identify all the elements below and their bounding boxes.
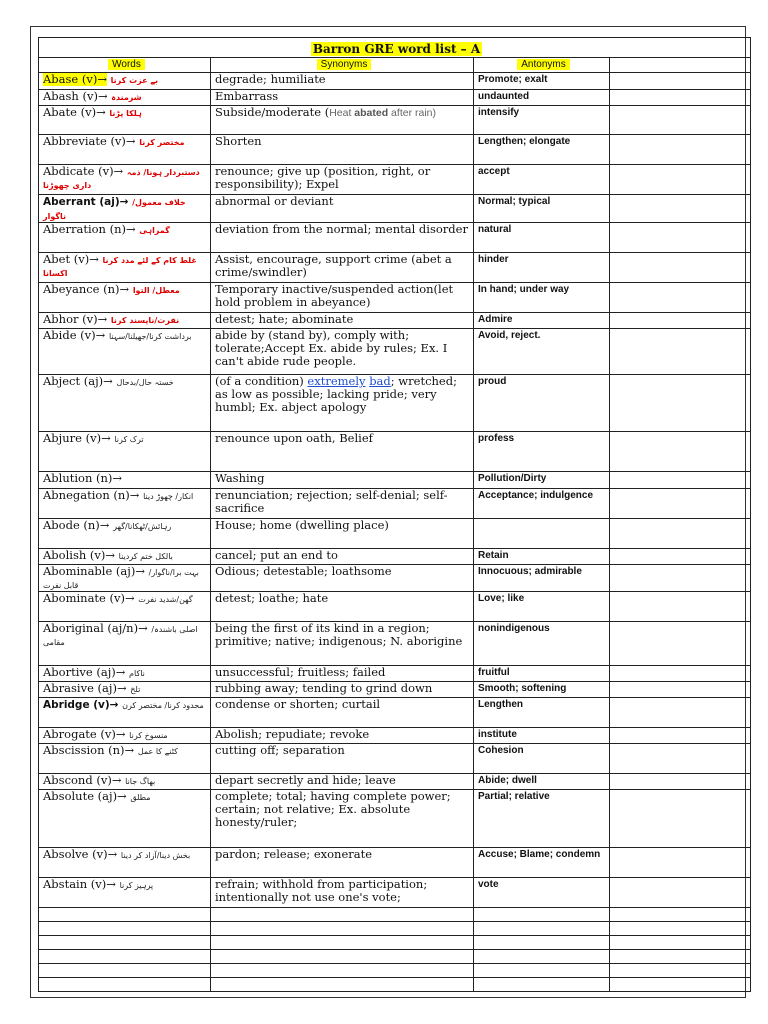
word-cell — [39, 774, 211, 790]
extra-cell — [610, 90, 751, 106]
empty-cell — [211, 978, 474, 992]
table-row — [39, 592, 751, 622]
synonym-text: deviation from the normal; mental disorder — [215, 222, 468, 236]
synonym-cell — [211, 565, 474, 592]
empty-cell — [211, 922, 474, 936]
antonym-cell: Avoid, reject. — [474, 329, 610, 375]
synonym-cell — [211, 622, 474, 666]
synonym-text: degrade; humiliate — [215, 72, 326, 86]
word-cell — [39, 135, 211, 165]
extra-cell — [610, 519, 751, 549]
synonym-text: rubbing away; tending to grind down — [215, 681, 433, 695]
synonym-cell — [211, 592, 474, 622]
urdu-meaning: برداشت کرنا/جھیلنا/سہنا — [108, 332, 192, 341]
urdu-meaning: مطلق — [130, 793, 151, 802]
word-cell — [39, 519, 211, 549]
empty-cell — [474, 908, 610, 922]
word-cell — [39, 666, 211, 682]
synonym-text: Assist, encourage, support crime (abet a crime/swindler) — [215, 252, 452, 279]
urdu-meaning: بے عزت کرنا — [110, 76, 159, 85]
synonym-text: cutting off; separation — [215, 743, 345, 757]
synonym-cell — [211, 106, 474, 135]
synonym-cell — [211, 728, 474, 744]
antonym-cell: Love; like — [474, 592, 610, 622]
urdu-meaning: انکار/ چھوڑ دینا — [143, 492, 194, 501]
table-row — [39, 106, 751, 135]
word-term: Abominable (aj)→ — [43, 564, 145, 578]
extra-cell — [610, 106, 751, 135]
empty-row — [39, 922, 751, 936]
empty-cell — [474, 950, 610, 964]
synonym-cell — [211, 666, 474, 682]
table-row — [39, 744, 751, 774]
extra-cell — [610, 135, 751, 165]
empty-row — [39, 936, 751, 950]
table-row — [39, 489, 751, 519]
synonym-text: renounce; give up (position, right, or responsibility); Expel — [215, 164, 431, 191]
word-term: Ablution (n)→ — [43, 471, 123, 485]
word-term: Abdicate (v)→ — [43, 164, 124, 178]
antonym-cell: vote — [474, 878, 610, 908]
extra-cell — [610, 375, 751, 432]
extra-cell — [610, 313, 751, 329]
antonyms-header: Antonyms — [517, 59, 569, 70]
extra-cell — [610, 774, 751, 790]
antonym-cell: undaunted — [474, 90, 610, 106]
empty-cell — [610, 978, 751, 992]
extra-cell — [610, 565, 751, 592]
synonym-text: condense or shorten; curtail — [215, 697, 381, 711]
synonym-text: refrain; withhold from participation; intentionally not use one's vote; — [215, 877, 428, 904]
table-row — [39, 73, 751, 90]
word-cell — [39, 432, 211, 472]
word-term: Aberrant (aj)→ — [43, 196, 129, 208]
antonym-cell: nonindigenous — [474, 622, 610, 666]
table-row — [39, 375, 751, 432]
word-term: Abeyance (n)→ — [43, 282, 130, 296]
synonym-text: abnormal or deviant — [215, 194, 334, 208]
synonym-text: ; wretched; as low as possible; lacking pride; very humbl; Ex. abject apology — [215, 374, 457, 414]
extra-cell — [610, 165, 751, 195]
extra-cell — [610, 666, 751, 682]
word-term: Abase (v)→ — [43, 72, 107, 86]
synonym-text: unsuccessful; fruitless; failed — [215, 665, 386, 679]
synonym-text: cancel; put an end to — [215, 548, 338, 562]
word-term: Aboriginal (aj/n)→ — [43, 621, 148, 635]
word-term: Abash (v)→ — [43, 89, 108, 103]
synonym-cell — [211, 223, 474, 253]
synonym-text: Abolish; repudiate; revoke — [215, 727, 370, 741]
synonym-text: abide by (stand by), comply with; tolerate;Accept Ex. abide by rules; Ex. I can't abide rude people. — [215, 328, 448, 368]
empty-cell — [474, 978, 610, 992]
word-cell — [39, 848, 211, 878]
word-term: Abstain (v)→ — [43, 877, 116, 891]
synonym-text: being the first of its kind in a region; primitive; native; indigenous; N. aborigine — [215, 621, 463, 648]
word-cell — [39, 223, 211, 253]
page-title: Barron GRE word list – A — [312, 42, 481, 56]
synonym-text: Temporary inactive/suspended action(let hold problem in abeyance) — [215, 282, 454, 309]
extra-cell — [610, 195, 751, 223]
urdu-meaning: منسوخ کرنا — [129, 731, 168, 740]
synonym-cell — [211, 682, 474, 698]
table-row — [39, 666, 751, 682]
synonym-cell — [211, 253, 474, 283]
word-cell — [39, 565, 211, 592]
extra-cell — [610, 622, 751, 666]
empty-cell — [39, 964, 211, 978]
word-term: Absolute (aj)→ — [43, 789, 127, 803]
word-term: Abrasive (aj)→ — [43, 681, 127, 695]
extra-cell — [610, 283, 751, 313]
synonym-cell — [211, 549, 474, 565]
empty-cell — [39, 908, 211, 922]
antonym-cell: profess — [474, 432, 610, 472]
table-row — [39, 432, 751, 472]
empty-row — [39, 908, 751, 922]
antonym-cell: Partial; relative — [474, 790, 610, 848]
urdu-meaning: رہائش/ٹھکانا/گھر — [113, 522, 172, 531]
synonym-cell — [211, 878, 474, 908]
synonym-cell — [211, 165, 474, 195]
synonym-cell — [211, 698, 474, 728]
word-term: Abortive (aj)→ — [43, 665, 126, 679]
highlighted-word: abated — [354, 107, 389, 119]
urdu-meaning: شرمندہ — [111, 93, 142, 102]
empty-cell — [610, 936, 751, 950]
synonym-cell — [211, 313, 474, 329]
urdu-meaning: گھن/شدید نفرت — [138, 595, 193, 604]
word-cell — [39, 73, 211, 90]
word-cell — [39, 549, 211, 565]
table-row — [39, 135, 751, 165]
empty-cell — [474, 936, 610, 950]
word-cell — [39, 698, 211, 728]
synonym-link[interactable]: bad — [369, 374, 391, 388]
synonym-cell — [211, 73, 474, 90]
synonym-text: House; home (dwelling place) — [215, 518, 389, 532]
word-cell — [39, 622, 211, 666]
synonym-text: depart secretly and hide; leave — [215, 773, 396, 787]
extra-cell — [610, 744, 751, 774]
urdu-meaning: نفرت/ناپسند کرنا — [110, 316, 180, 325]
synonym-text: Odious; detestable; loathsome — [215, 564, 392, 578]
antonym-cell: Acceptance; indulgence — [474, 489, 610, 519]
antonym-cell: Smooth; softening — [474, 682, 610, 698]
urdu-meaning: تلخ — [130, 685, 141, 694]
antonym-cell: accept — [474, 165, 610, 195]
table-row — [39, 682, 751, 698]
empty-cell — [474, 922, 610, 936]
antonym-cell: Cohesion — [474, 744, 610, 774]
antonym-cell: In hand; under way — [474, 283, 610, 313]
empty-cell — [39, 922, 211, 936]
table-row — [39, 728, 751, 744]
table-row — [39, 472, 751, 489]
synonym-text: Embarrass — [215, 89, 279, 103]
extra-cell — [610, 549, 751, 565]
urdu-meaning: غلط کام کے لئے مدد کرنا اکسانا — [43, 256, 197, 278]
extra-cell — [610, 489, 751, 519]
synonym-cell — [211, 744, 474, 774]
table-row — [39, 283, 751, 313]
synonyms-header: Synonyms — [317, 59, 372, 70]
extra-cell — [610, 432, 751, 472]
word-cell — [39, 329, 211, 375]
empty-cell — [211, 964, 474, 978]
empty-row — [39, 964, 751, 978]
extra-cell — [610, 73, 751, 90]
antonym-cell: Abide; dwell — [474, 774, 610, 790]
word-term: Abscission (n)→ — [43, 743, 135, 757]
urdu-meaning: کٹنے کا عمل — [137, 747, 178, 756]
synonym-cell — [211, 135, 474, 165]
word-term: Abridge (v)→ — [43, 699, 119, 711]
word-term: Abject (aj)→ — [43, 374, 113, 388]
word-term: Abode (n)→ — [43, 518, 110, 532]
antonym-cell: Accuse; Blame; condemn — [474, 848, 610, 878]
empty-row — [39, 978, 751, 992]
antonym-cell: Promote; exalt — [474, 73, 610, 90]
extra-cell — [610, 878, 751, 908]
table-row — [39, 519, 751, 549]
urdu-meaning: اصلی باشندہ/ مقامی — [43, 625, 198, 647]
empty-row — [39, 950, 751, 964]
antonym-cell: fruitful — [474, 666, 610, 682]
synonym-text: renunciation; rejection; self-denial; self-sacrifice — [215, 488, 448, 515]
table-row — [39, 329, 751, 375]
antonym-cell: Retain — [474, 549, 610, 565]
synonym-cell — [211, 848, 474, 878]
table-row — [39, 90, 751, 106]
synonym-text: (of a condition) — [215, 374, 308, 388]
word-term: Abide (v)→ — [43, 328, 106, 342]
word-cell — [39, 106, 211, 135]
synonym-cell — [211, 329, 474, 375]
antonym-cell: Admire — [474, 313, 610, 329]
header-row — [39, 58, 751, 73]
empty-cell — [610, 922, 751, 936]
extra-cell — [610, 698, 751, 728]
antonym-cell: institute — [474, 728, 610, 744]
urdu-meaning: بخش دینا/آزاد کر دینا — [120, 851, 191, 860]
synonym-cell — [211, 90, 474, 106]
antonym-cell: hinder — [474, 253, 610, 283]
antonym-cell: intensify — [474, 106, 610, 135]
urdu-meaning: ناکام — [129, 669, 145, 678]
word-term: Abominate (v)→ — [43, 591, 135, 605]
empty-cell — [610, 950, 751, 964]
word-cell — [39, 472, 211, 489]
word-term: Abnegation (n)→ — [43, 488, 140, 502]
words-header: Words — [108, 59, 145, 70]
word-term: Aberration (n)→ — [43, 222, 136, 236]
empty-cell — [211, 936, 474, 950]
synonym-text: renounce upon oath, Belief — [215, 431, 373, 445]
synonym-example: Heat abated after rain) — [329, 107, 436, 119]
empty-cell — [211, 950, 474, 964]
table-row — [39, 878, 751, 908]
empty-cell — [474, 964, 610, 978]
word-term: Abolish (v)→ — [43, 548, 116, 562]
empty-cell — [610, 908, 751, 922]
antonym-cell: natural — [474, 223, 610, 253]
word-cell — [39, 165, 211, 195]
urdu-meaning: محدود کرنا/ مختصر کرن — [122, 701, 204, 710]
word-cell — [39, 744, 211, 774]
table-row — [39, 253, 751, 283]
word-term: Abscond (v)→ — [43, 773, 122, 787]
word-cell — [39, 283, 211, 313]
urdu-meaning: خستہ حال/بدحال — [116, 378, 174, 387]
synonym-text: detest; hate; abominate — [215, 312, 354, 326]
extra-header — [610, 58, 751, 73]
word-cell — [39, 728, 211, 744]
table-row — [39, 313, 751, 329]
word-term: Abbreviate (v)→ — [43, 134, 136, 148]
table-row — [39, 195, 751, 223]
urdu-meaning: بالکل ختم کردینا — [118, 552, 173, 561]
antonym-cell: Pollution/Dirty — [474, 472, 610, 489]
extra-cell — [610, 592, 751, 622]
extra-cell — [610, 790, 751, 848]
table-row — [39, 549, 751, 565]
synonym-cell — [211, 790, 474, 848]
word-term: Abrogate (v)→ — [43, 727, 126, 741]
urdu-meaning: معطل/ التوا — [132, 286, 180, 295]
empty-cell — [610, 964, 751, 978]
word-cell — [39, 878, 211, 908]
urdu-meaning: پرہیز کرنا — [119, 881, 154, 890]
table-row — [39, 223, 751, 253]
urdu-meaning: بہت برا/ناگوار/قابل نفرت — [43, 568, 199, 590]
table-row — [39, 622, 751, 666]
word-cell — [39, 90, 211, 106]
synonym-cell — [211, 774, 474, 790]
word-cell — [39, 253, 211, 283]
synonym-cell — [211, 375, 474, 432]
table-row — [39, 848, 751, 878]
table-row — [39, 565, 751, 592]
antonym-cell: Lengthen — [474, 698, 610, 728]
empty-cell — [211, 908, 474, 922]
extra-cell — [610, 682, 751, 698]
word-cell — [39, 682, 211, 698]
extra-cell — [610, 848, 751, 878]
extra-cell — [610, 728, 751, 744]
antonym-cell: Innocuous; admirable — [474, 565, 610, 592]
title-row — [39, 38, 751, 58]
antonym-cell: Lengthen; elongate — [474, 135, 610, 165]
word-cell — [39, 375, 211, 432]
synonym-cell — [211, 195, 474, 223]
urdu-meaning: گمراہی — [139, 226, 170, 235]
word-cell — [39, 313, 211, 329]
table-row — [39, 165, 751, 195]
synonym-cell — [211, 519, 474, 549]
synonym-text: Shorten — [215, 134, 262, 148]
empty-cell — [39, 978, 211, 992]
word-term: Abhor (v)→ — [43, 312, 108, 326]
urdu-meaning: بھاگ جانا — [125, 777, 156, 786]
urdu-meaning: مختصر کرنا — [139, 138, 185, 147]
word-cell — [39, 592, 211, 622]
table-row — [39, 790, 751, 848]
word-term: Abet (v)→ — [43, 252, 99, 266]
urdu-meaning: خلاف معمول/ ناگوار — [43, 198, 186, 221]
synonym-text: detest; loathe; hate — [215, 591, 329, 605]
antonym-cell: Normal; typical — [474, 195, 610, 223]
urdu-meaning: ہلکا پڑنا — [109, 109, 142, 118]
word-term: Abjure (v)→ — [43, 431, 111, 445]
word-term: Abate (v)→ — [43, 105, 106, 119]
word-list-table — [38, 37, 751, 992]
word-cell — [39, 790, 211, 848]
extra-cell — [610, 223, 751, 253]
antonym-cell: proud — [474, 375, 610, 432]
synonym-cell — [211, 472, 474, 489]
synonym-text: complete; total; having complete power; certain; not relative; Ex. absolute honesty/ruler; — [215, 789, 451, 829]
antonym-cell — [474, 519, 610, 549]
synonym-cell — [211, 489, 474, 519]
extra-cell — [610, 472, 751, 489]
extra-cell — [610, 253, 751, 283]
synonym-cell — [211, 283, 474, 313]
table-row — [39, 774, 751, 790]
empty-cell — [39, 950, 211, 964]
synonym-text: pardon; release; exonerate — [215, 847, 373, 861]
word-cell — [39, 489, 211, 519]
word-term: Absolve (v)→ — [43, 847, 118, 861]
urdu-meaning: دستبردار ہونا/ ذمہ داری چھوڑنا — [43, 168, 200, 190]
synonym-cell — [211, 432, 474, 472]
empty-cell — [39, 936, 211, 950]
extra-cell — [610, 329, 751, 375]
word-cell — [39, 195, 211, 223]
table-row — [39, 698, 751, 728]
synonym-link[interactable]: extremely — [307, 374, 366, 388]
synonym-text: Washing — [215, 471, 265, 485]
synonym-text: Subside/moderate ( — [215, 105, 330, 119]
urdu-meaning: ترک کرنا — [114, 435, 144, 444]
